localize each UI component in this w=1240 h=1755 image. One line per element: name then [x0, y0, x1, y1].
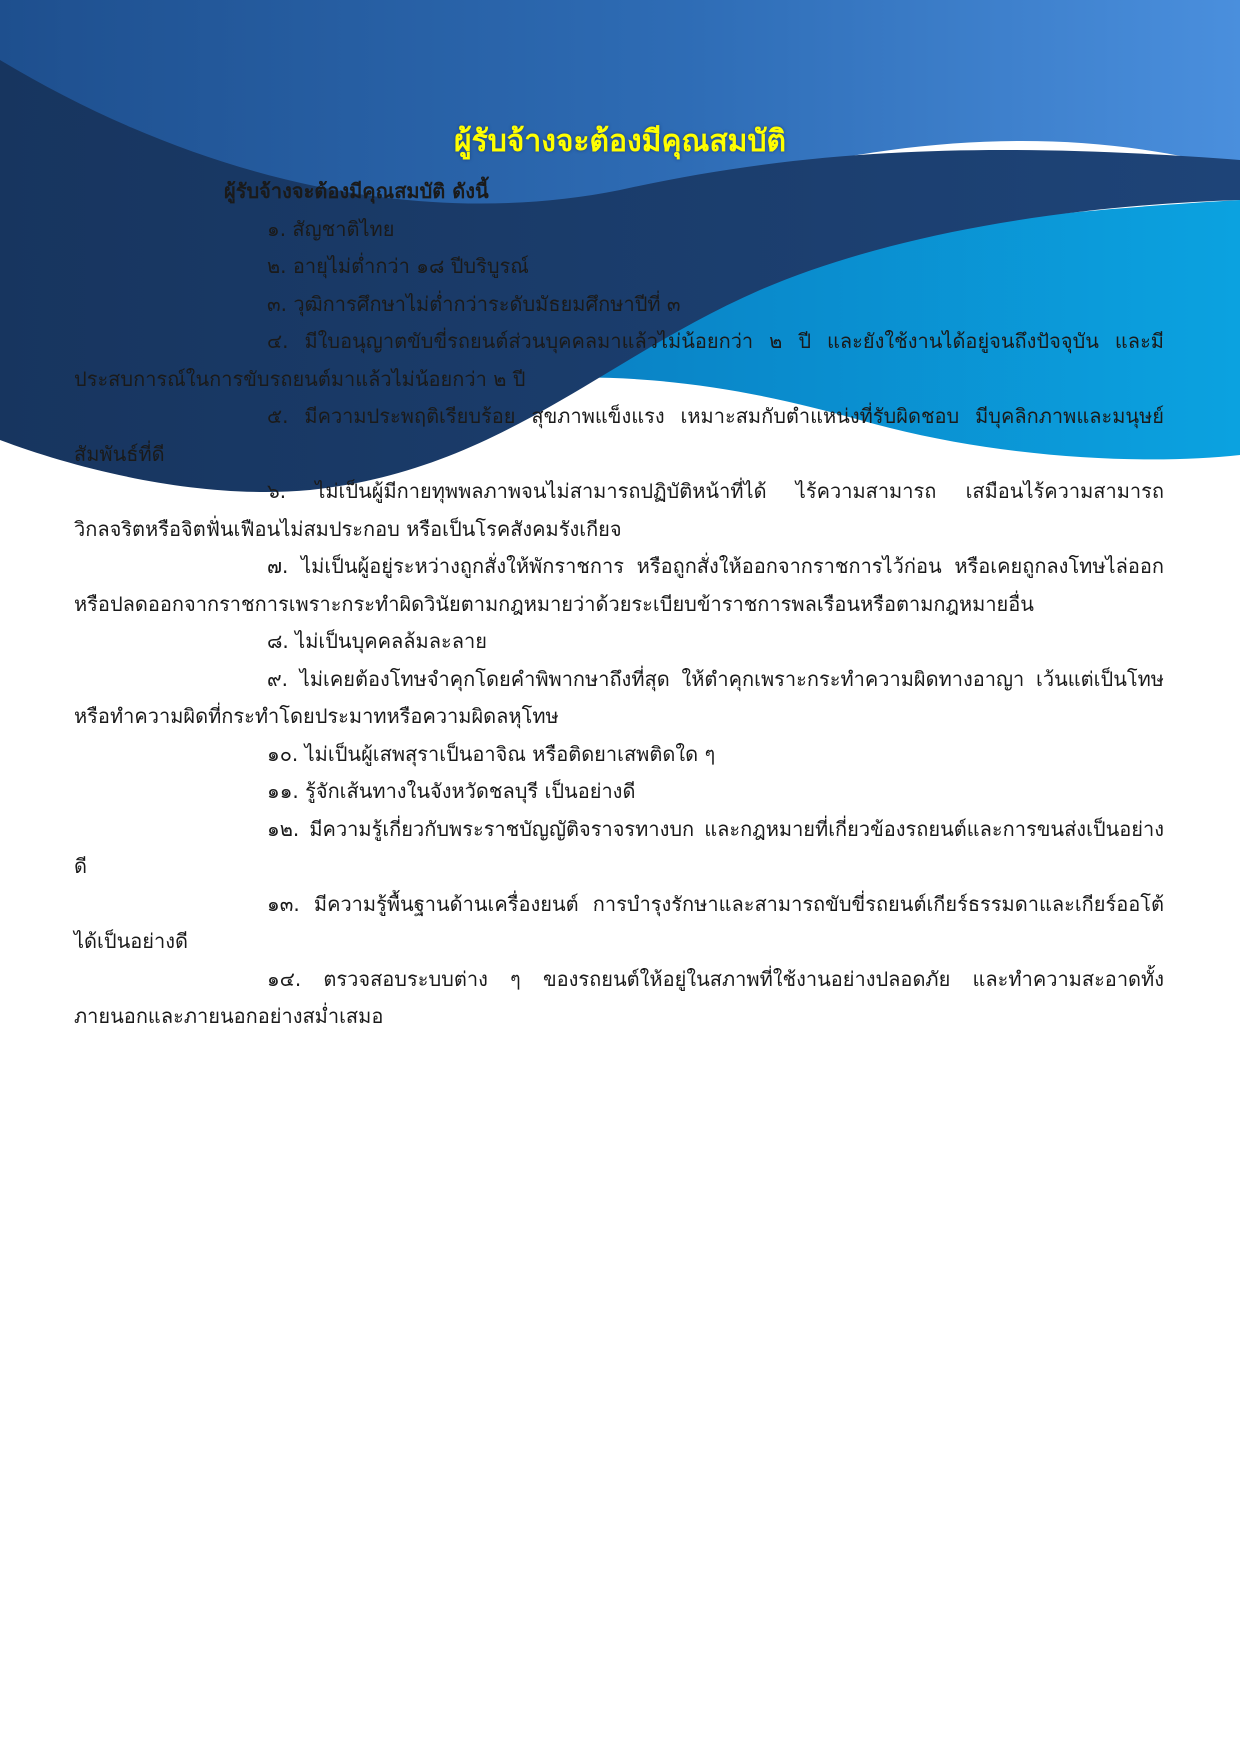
document-body: [74, 173, 1164, 1036]
requirement-item-13: ๑๓. มีความรู้พื้นฐานด้านเครื่องยนต์ การบำรุงรักษาและสามารถขับขี่รถยนต์เกียร์ธรรมดาและเกียร์ออโต้ได้เป็นอย่างดี: [74, 891, 1164, 953]
requirement-item-10: ๑๐. ไม่เป็นผู้เสพสุราเป็นอาจิณ หรือติดยาเสพติดใด ๆ: [267, 741, 716, 766]
requirement-item-8: ๘. ไม่เป็นบุคคลล้มละลาย: [267, 629, 487, 653]
requirement-item-2: ๒. อายุไม่ต่ำกว่า ๑๘ ปีบริบูรณ์: [267, 254, 529, 278]
requirement-item-12: ๑๒. มีความรู้เกี่ยวกับพระราชบัญญัติจราจรทางบก และกฎหมายที่เกี่ยวข้องรถยนต์และการขนส่งเป็นอย่างดี: [74, 816, 1164, 878]
requirement-item-3: ๓. วุฒิการศึกษาไม่ต่ำกว่าระดับมัธยมศึกษาปีที่ ๓: [267, 291, 681, 316]
requirement-item-9: ๙. ไม่เคยต้องโทษจำคุกโดยคำพิพากษาถึงที่สุด ให้ตำคุกเพราะกระทำความผิดทางอาญา เว้นแต่เป็นโทษหรือทำความผิดที่กระทำโดยประมาทหรือความผิดลหุโทษ: [74, 666, 1164, 728]
requirements-list: [74, 211, 1164, 1036]
requirements-intro: ผู้รับจ้างจะต้องมีคุณสมบัติ ดังนี้: [224, 179, 489, 203]
requirement-item-4: ๔. มีใบอนุญาตขับขี่รถยนต์ส่วนบุคคลมาแล้วไม่น้อยกว่า ๒ ปี และยังใช้งานได้อยู่จนถึงปัจจุบัน และมีประสบการณ์ในการขับรถยนต์มาแล้วไม่น้อยกว่า ๒ ปี: [74, 329, 1164, 391]
document-title: ผู้รับจ้างจะต้องมีคุณสมบัติ: [454, 124, 786, 159]
requirement-item-6: ๖. ไม่เป็นผู้มีกายทุพพลภาพจนไม่สามารถปฏิบัติหน้าที่ได้ ไร้ความสามารถ เสมือนไร้ความสามารถ วิกลจริตหรือจิตฟั่นเฟือนไม่สมประกอบ หรือเป็นโรคสังคมรังเกียจ: [74, 479, 1164, 541]
requirement-item-14: ๑๔. ตรวจสอบระบบต่าง ๆ ของรถยนต์ให้อยู่ในสภาพที่ใช้งานอย่างปลอดภัย และทำความสะอาดทั้งภายนอกและภายนอกอย่างสม่ำเสมอ: [74, 966, 1164, 1028]
requirement-item-7: ๗. ไม่เป็นผู้อยู่ระหว่างถูกสั่งให้พักราชการ หรือถูกสั่งให้ออกจากราชการไว้ก่อน หรือเคยถูกลงโทษไล่ออกหรือปลดออกจากราชการเพราะกระทำผิดวินัยตามกฎหมายว่าด้วยระเบียบข้าราชการพลเรือนหรือตามกฎหมายอื่น: [74, 554, 1164, 616]
requirement-item-11: ๑๑. รู้จักเส้นทางในจังหวัดชลบุรี เป็นอย่างดี: [267, 779, 636, 803]
requirement-item-1: ๑. สัญชาติไทย: [267, 216, 395, 241]
requirement-item-5: ๕. มีความประพฤติเรียบร้อย สุขภาพแข็งแรง เหมาะสมกับตำแหน่งที่รับผิดชอบ มีบุคลิกภาพและมนุษย์สัมพันธ์ที่ดี: [74, 404, 1164, 466]
